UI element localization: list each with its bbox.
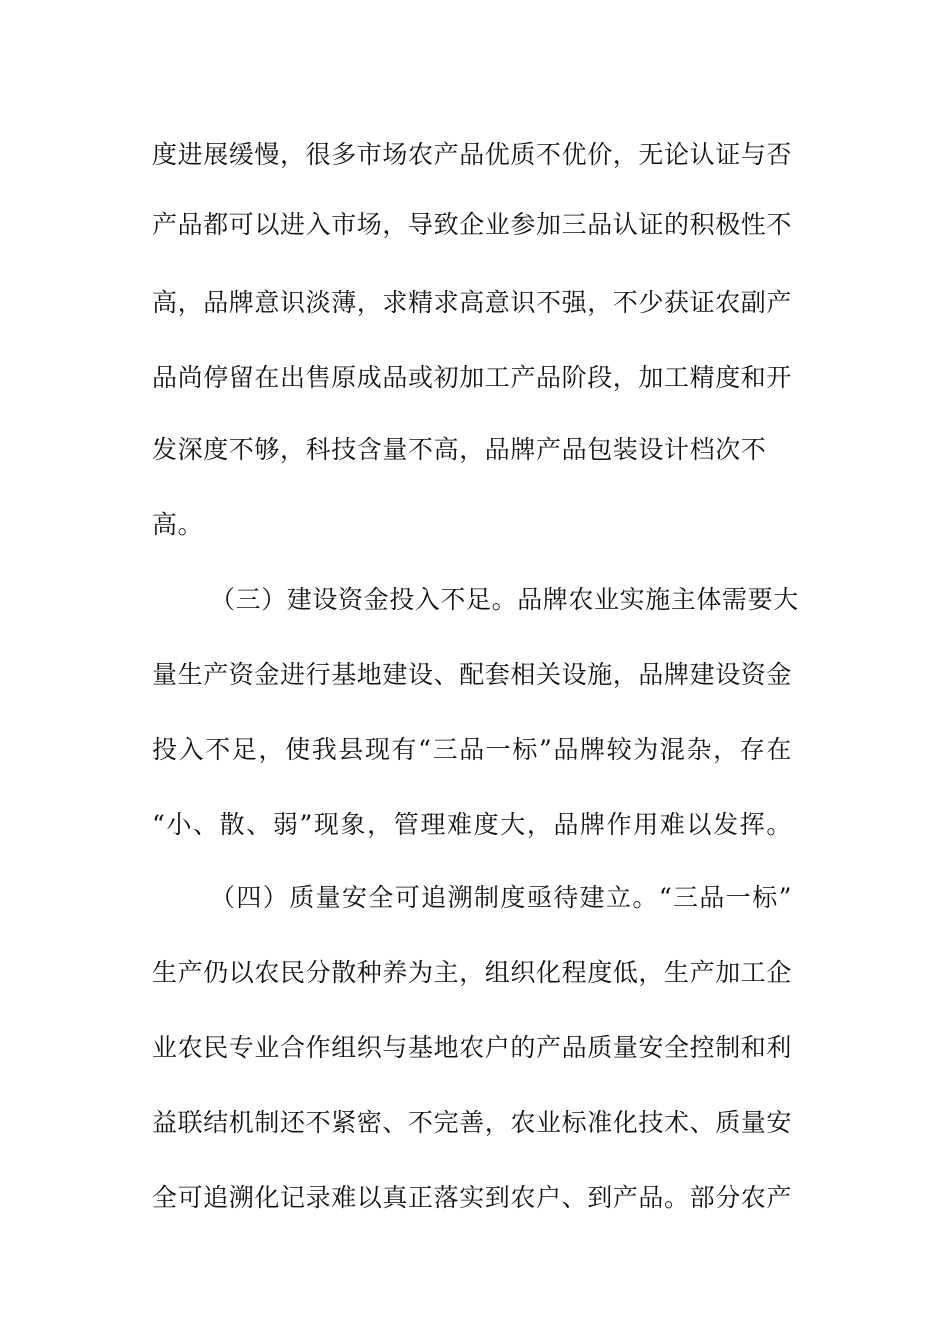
text-line: 高，品牌意识淡薄，求精求高意识不强，不少获证农副产: [152, 288, 793, 317]
text-line: 度进展缓慢，很多市场农产品优质不优价，无论认证与否: [152, 140, 793, 169]
text-line: 发深度不够，科技含量不高，品牌产品包装设计档次不: [152, 435, 767, 464]
paragraph-end-line: 高。: [152, 510, 204, 539]
text-line: 全可追溯化记录难以真正落实到农户、到产品。部分农产: [152, 1183, 793, 1212]
text-line: 益联结机制还不紧密、不完善，农业标准化技术、质量安: [152, 1108, 793, 1137]
text-line: 产品都可以进入市场，导致企业参加三品认证的积极性不: [152, 210, 793, 239]
text-line: 品尚停留在出售原成品或初加工产品阶段，加工精度和开: [152, 363, 793, 392]
text-line: 投入不足，使我县现有“三品一标”品牌较为混杂，存在: [152, 735, 792, 764]
text-line: 生产仍以农民分散种养为主，组织化程度低，生产加工企: [152, 958, 793, 987]
section-heading-line: （四）质量安全可追溯制度亟待建立。“三品一标”: [210, 883, 792, 912]
section-heading-line: （三）建设资金投入不足。品牌农业实施主体需要大: [210, 585, 799, 614]
text-line: 业农民专业合作组织与基地农户的产品质量安全控制和利: [152, 1033, 793, 1062]
paragraph-end-line: “小、散、弱”现象，管理难度大，品牌作用难以发挥。: [152, 810, 792, 839]
text-line: 量生产资金进行基地建设、配套相关设施，品牌建设资金: [152, 660, 793, 689]
